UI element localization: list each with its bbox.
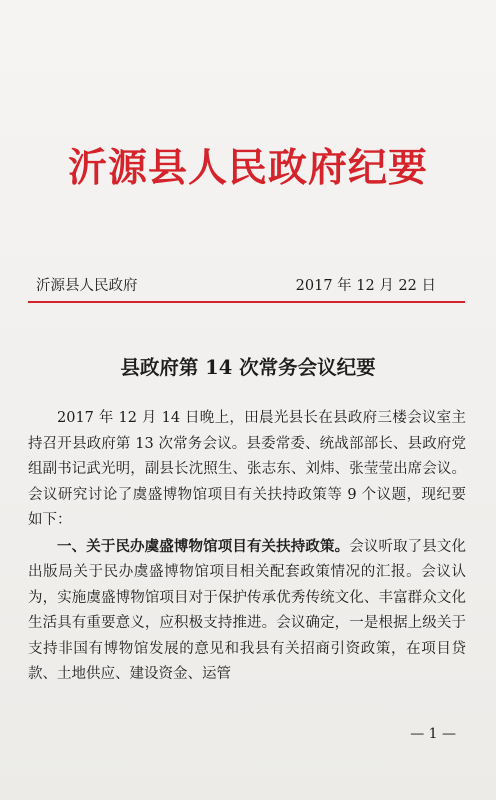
section-1-heading: 一、关于民办虞盛博物馆项目有关扶持政策。: [57, 537, 350, 555]
section-1-text: 会议听取了县文化出版局关于民办虞盛博物馆项目相关配套政策情况的汇报。会议认为，实施虞盛博物馆项目对于保护传承优秀传统文化、丰富群众文化生活具有重要意义，应积极支持推进。会议确定，一是根据上级关于支持非国有博物馆发展的意见和我县有关招商引资政策，在项目贷款、土地供应、建设资金、运管: [28, 538, 467, 682]
page-number: — 1 —: [410, 726, 456, 742]
issuer-name: 沂源县人民政府: [36, 278, 138, 294]
intro-paragraph: 2017 年 12 月 14 日晚上，田晨光县长在县政府三楼会议室主持召开县政府第 13 次常务会议。县委常委、统战部部长、县政府党组副书记武光明，副县长沈照生、张志东、刘炜、张莹莹出席会议。会议研究讨论了虞盛博物馆项目有关扶持政策等 9 个议题，现纪要如下：: [28, 410, 466, 528]
section-1-paragraph: [28, 534, 466, 688]
document-subtitle: 县政府第 14 次常务会议纪要: [120, 356, 376, 379]
red-divider-line: [28, 301, 465, 303]
document-body: [28, 406, 466, 688]
document-title: 沂源县人民政府纪要: [67, 145, 428, 191]
issue-date: 2017 年 12 月 22 日: [295, 278, 436, 294]
